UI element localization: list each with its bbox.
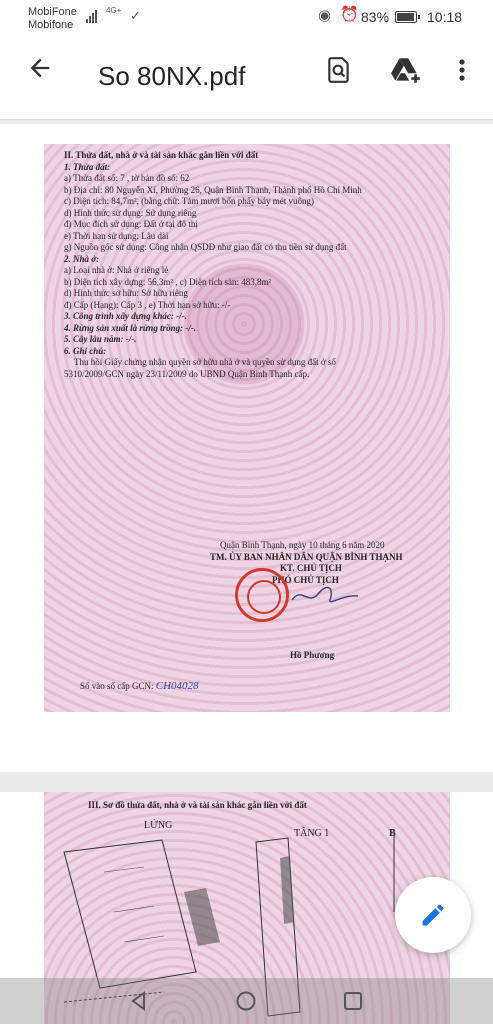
area-line: c) Diện tích: 84,7m², (bằng chữ: Tám mươi bốn phẩy bảy mét vuông) xyxy=(64,196,314,206)
signal-icon xyxy=(86,9,102,23)
note-line-2: 5310/2009/GCN ngày 23/11/2009 do UBND Quận Bình Thạnh cấp. xyxy=(64,368,310,379)
section-heading: II. Thửa đất, nhà ở và tài sản khác gắn liền với đất xyxy=(64,150,259,160)
other-construction-line: 3. Công trình xây dựng khác: -/-. xyxy=(64,311,187,321)
edit-pencil-icon xyxy=(419,901,447,929)
issue-date: Quận Bình Thạnh, ngày 10 tháng 6 năm 2020 xyxy=(220,540,385,550)
nav-home-icon[interactable] xyxy=(235,990,257,1012)
carrier-name-1: MobiFone xyxy=(28,6,77,18)
document-title: So 80NX.pdf xyxy=(98,61,246,91)
plot-number-line: a) Thửa đất số: 7 , tờ bản đồ số: 62 xyxy=(64,173,190,183)
add-to-drive-icon[interactable] xyxy=(390,56,422,84)
issuer-line-3: PHÓ CHỦ TỊCH xyxy=(272,574,339,585)
nav-back-icon[interactable] xyxy=(128,990,150,1012)
nav-recents-icon[interactable] xyxy=(342,990,364,1012)
issuer-line-2: KT. CHỦ TỊCH xyxy=(280,563,342,573)
house-type-line: a) Loại nhà ở: Nhà ở riêng lẻ xyxy=(64,265,169,275)
eye-comfort-icon: ◉ xyxy=(318,7,332,24)
build-area-line: b) Diện tích xây dựng: 56,3m² , c) Diện tích sàn: 483,8m² xyxy=(64,276,272,287)
certificate-page-2 xyxy=(44,144,450,712)
house-heading: 2. Nhà ở: xyxy=(64,253,100,264)
handwritten-signature xyxy=(290,584,360,608)
edit-fab-button[interactable] xyxy=(395,877,471,953)
address-line: b) Địa chỉ: 80 Nguyễn Xí, Phường 26, Quận Bình Thạnh, Thành phố Hồ Chí Minh xyxy=(64,184,362,195)
land-plot-heading: 1. Thửa đất: xyxy=(64,161,111,172)
ownership-form-line: d) Hình thức sở hữu: Sở hữu riêng xyxy=(64,288,188,298)
forest-line: 4. Rừng sản xuất là rừng trồng: -/-. xyxy=(64,322,197,333)
mezzanine-label: LỬNG xyxy=(144,820,173,831)
gcn-label: Số vào sổ cấp GCN: xyxy=(80,681,154,691)
notification-check-icon: ✓ xyxy=(130,8,141,23)
gcn-register-line xyxy=(80,681,199,693)
status-bar xyxy=(0,0,493,34)
diagram-heading: III. Sơ đồ thửa đất, nhà ở và tài sản khác gắn liền với đất xyxy=(88,800,307,810)
grade-line: đ) Cấp (Hạng): Cấp 3 , e) Thời hạn sở hữu: -/- xyxy=(64,299,231,310)
more-vert-icon[interactable] xyxy=(452,56,472,84)
north-label: B xyxy=(389,828,396,839)
back-arrow-icon[interactable] xyxy=(26,54,54,82)
pdf-page-1[interactable] xyxy=(0,124,493,772)
perennial-trees-line: 5. Cây lâu năm: -/-. xyxy=(64,334,137,344)
search-document-icon[interactable] xyxy=(326,56,352,84)
carrier-name-2: Mobifone xyxy=(28,19,74,31)
clock: 10:18 xyxy=(427,9,463,25)
ground-floor-label: TẦNG 1 xyxy=(294,828,330,839)
app-toolbar xyxy=(0,34,493,120)
battery-fill xyxy=(397,13,414,21)
notes-heading: 6. Ghi chú: xyxy=(64,345,107,356)
use-origin-line: g) Nguồn gốc sử dụng: Công nhận QSDĐ như giao đất có thu tiền sử dụng đất xyxy=(64,242,347,252)
use-purpose-line: đ) Mục đích sử dụng: Đất ở tại đô thị xyxy=(64,219,198,229)
network-type: 4G+ xyxy=(106,6,122,15)
battery-percent: 83% xyxy=(361,9,390,25)
gcn-number: CH04028 xyxy=(155,680,199,692)
issuer-line-1: TM. ỦY BAN NHÂN DÂN QUẬN BÌNH THẠNH xyxy=(210,551,403,562)
note-line-1: Thu hồi Giấy chứng nhận quyền sở hữu nhà ở và quyền sử dụng đất ở số xyxy=(74,357,336,367)
system-nav-bar xyxy=(0,978,493,1024)
battery-icon xyxy=(395,11,417,23)
use-term-line: e) Thời hạn sử dụng: Lâu dài xyxy=(64,230,169,241)
alarm-icon: ⏰ xyxy=(340,6,359,23)
use-form-line: d) Hình thức sử dụng: Sử dụng riêng xyxy=(64,207,197,218)
signer-name: Hồ Phương xyxy=(290,650,335,660)
official-red-seal xyxy=(235,568,289,622)
